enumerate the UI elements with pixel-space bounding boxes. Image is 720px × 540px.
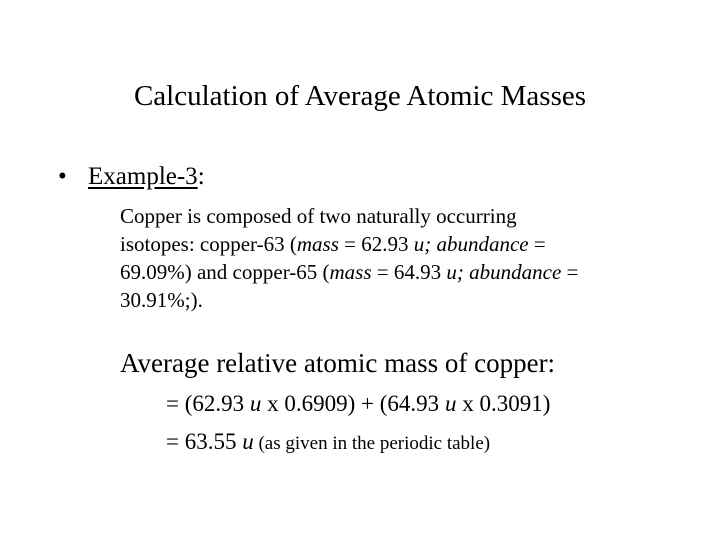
- unit-term: u: [242, 429, 254, 454]
- abundance-term: abundance: [469, 260, 562, 284]
- periodic-table-note: (as given in the periodic table): [253, 433, 491, 454]
- text-segment: = 64.93: [371, 260, 447, 284]
- text-segment: isotopes: copper-63 (: [120, 232, 297, 256]
- mass-term: mass: [296, 232, 339, 256]
- unit-term: u: [444, 391, 457, 416]
- unit-term: u: [249, 391, 262, 416]
- description-line: Copper is composed of two naturally occurring: [120, 204, 517, 228]
- text-segment: = (62.93: [166, 391, 250, 416]
- text-segment: = 63.55: [166, 429, 243, 454]
- description-line: [120, 258, 660, 286]
- bullet-icon: •: [58, 163, 67, 190]
- text-segment: =: [561, 260, 579, 284]
- example-colon: :: [197, 163, 205, 190]
- text-segment: = 62.93: [338, 232, 414, 256]
- example-label: Example-3: [88, 163, 198, 190]
- bullet-example: [58, 160, 205, 194]
- description-line: 30.91%;).: [120, 288, 203, 312]
- result-line: [166, 426, 490, 460]
- description-line: [120, 230, 660, 258]
- unit-term: u;: [446, 260, 464, 284]
- text-segment: =: [528, 232, 546, 256]
- calculation-line: [166, 388, 550, 420]
- average-heading: Average relative atomic mass of copper:: [120, 348, 556, 378]
- problem-description: [120, 202, 660, 314]
- text-segment: x 0.3091): [456, 391, 551, 416]
- slide-title: Calculation of Average Atomic Masses: [133, 80, 587, 112]
- text-segment: 69.09%) and copper-65 (: [120, 260, 330, 284]
- mass-term: mass: [329, 260, 372, 284]
- unit-term: u;: [413, 232, 432, 256]
- text-segment: x 0.6909) + (64.93: [261, 391, 445, 416]
- abundance-term: abundance: [436, 232, 529, 256]
